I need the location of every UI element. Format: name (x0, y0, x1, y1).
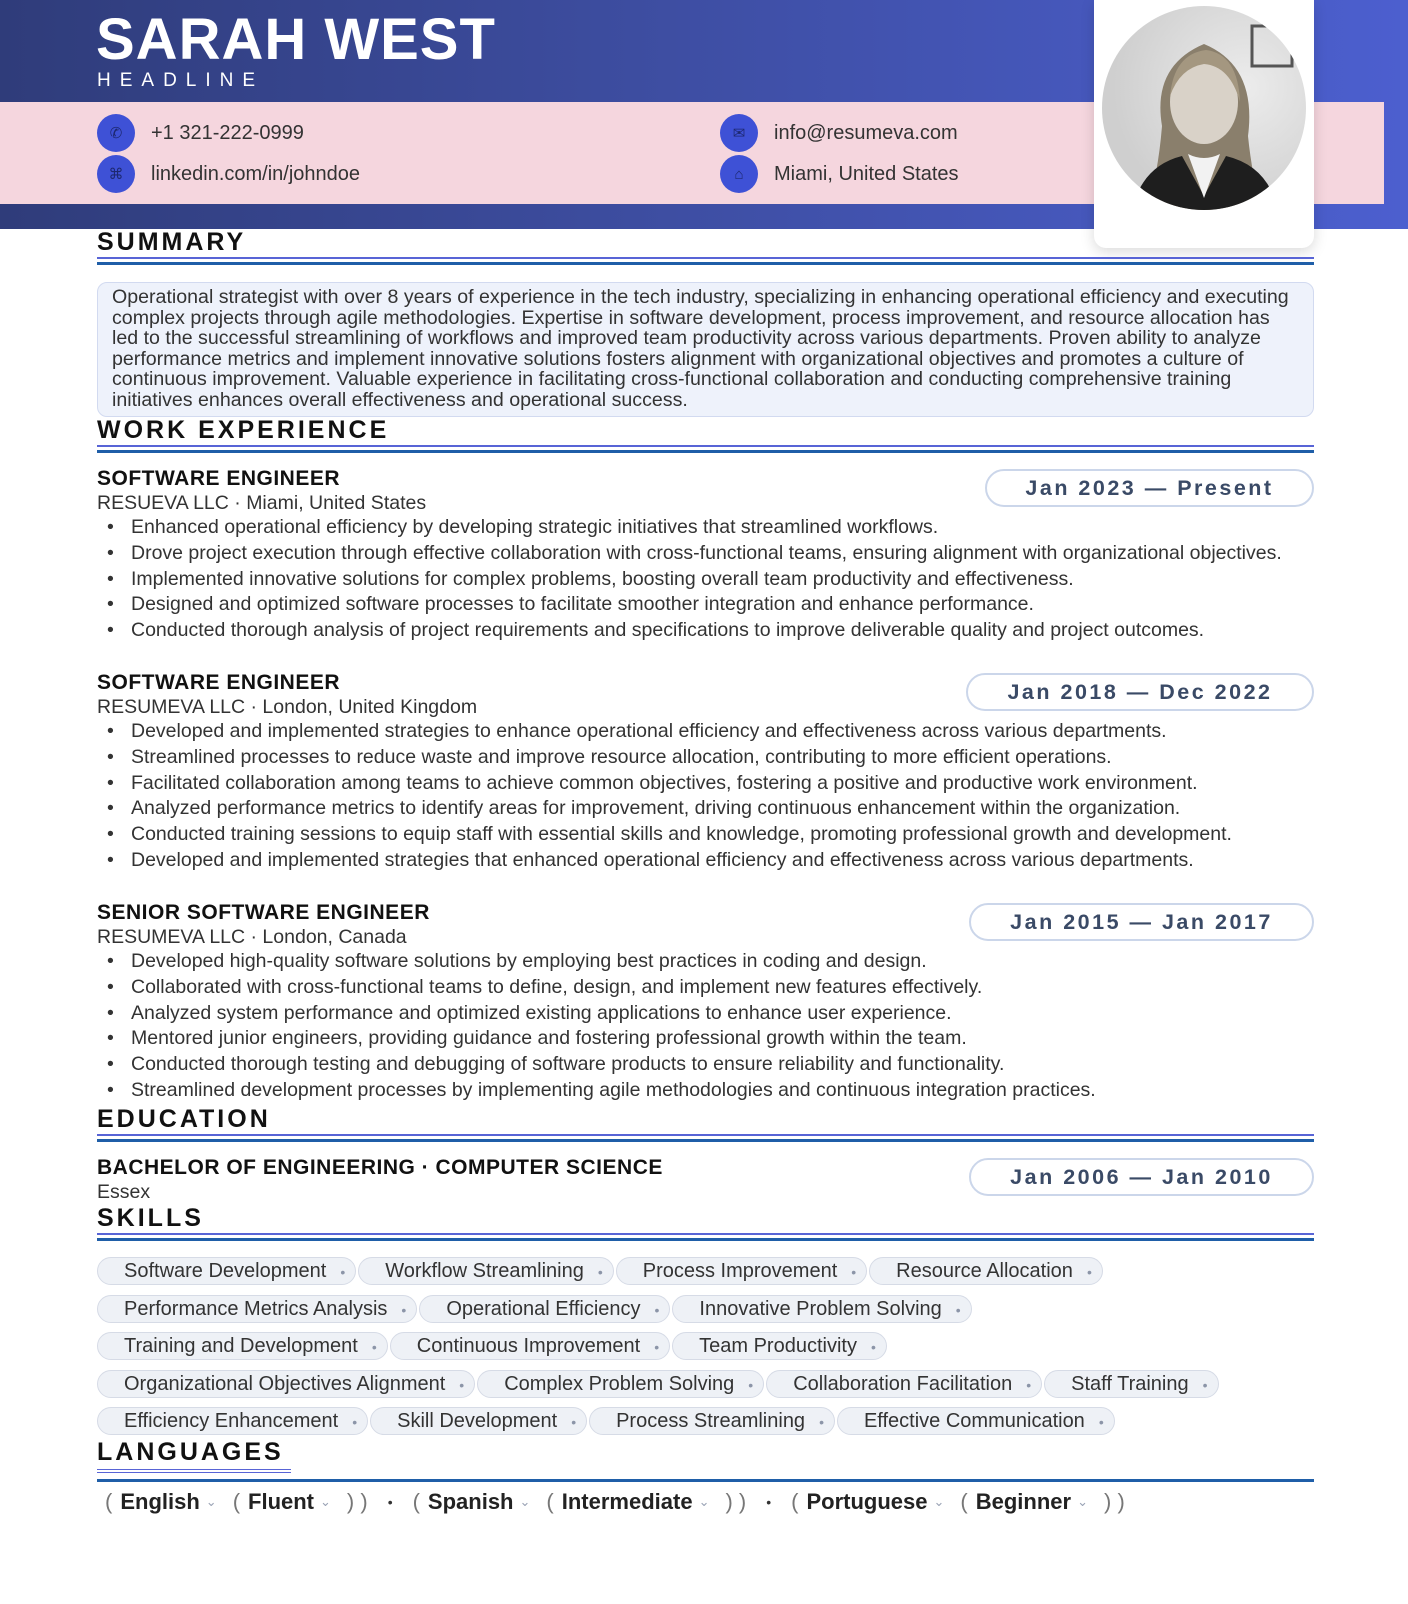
section-rule (97, 1233, 1314, 1241)
skill-tag: Process Improvement • (616, 1257, 867, 1285)
profile-photo-card (1094, 0, 1314, 248)
list-item: • Analyzed system performance and optimized existing applications to enhance user experience. (97, 1001, 1314, 1027)
job-title: SOFTWARE ENGINEER (97, 467, 341, 490)
skill-tag: Training and Development • (97, 1332, 388, 1360)
chevron-down-icon: ⌄ (320, 1494, 331, 1509)
skill-tag: Process Streamlining • (589, 1407, 835, 1435)
list-item: • Mentored junior engineers, providing guidance and fostering professional growth within the team. (97, 1026, 1314, 1052)
skill-tag: Workflow Streamlining • (358, 1257, 614, 1285)
list-item: • Developed and implemented strategies to enhance operational efficiency and effectiveness across various departments. (97, 719, 1314, 745)
skill-tag: Effective Communication • (837, 1407, 1115, 1435)
skill-row (97, 1332, 1314, 1358)
job-bullets (97, 515, 1314, 644)
job-bullets (97, 719, 1314, 874)
list-item: • Enhanced operational efficiency by developing strategic initiatives that streamlined workflows. (97, 515, 1314, 541)
email-text[interactable]: info@resumeva.com (774, 121, 958, 144)
summary-text: Operational strategist with over 8 years of experience in the tech industry, specializing in enhancing operational efficiency and executing complex projects through agile methodologies. Expertise in software development, process improvement, and resource allocation has led to the successful streamlining of workflows and improved team productivity across various departments. Proven ability to analyze performance metrics and implement innovative solutions fosters alignment with organizational objectives and promotes a culture of continuous improvement. Valuable experience in facilitating cross-functional collaboration and conducting comprehensive training initiatives enhances overall effectiveness and operational success. (97, 282, 1314, 417)
list-item: • Streamlined development processes by implementing agile methodologies and continuous integration practices. (97, 1078, 1314, 1104)
list-item: • Implemented innovative solutions for complex problems, boosting overall team productivity and effectiveness. (97, 567, 1314, 593)
email-icon: ✉ (720, 114, 758, 152)
list-item: • Analyzed performance metrics to identify areas for improvement, driving continuous enhancement within the organization. (97, 796, 1314, 822)
language-level: Beginner (975, 1489, 1072, 1514)
skill-row (97, 1407, 1314, 1433)
headline: HEADLINE (97, 70, 265, 91)
chevron-down-icon: ⌄ (698, 1494, 710, 1509)
section-rule (97, 1134, 1314, 1142)
contact-linkedin (97, 155, 360, 193)
portrait-illustration (1102, 6, 1306, 210)
location-text: Miami, United States (774, 162, 959, 185)
job-company: RESUMEVA LLC · London, United Kingdom (97, 696, 478, 718)
section-title-summary: SUMMARY (97, 228, 247, 256)
skill-tag: Operational Efficiency • (419, 1295, 670, 1323)
language-level: Fluent (248, 1489, 315, 1514)
list-item: • Conducted thorough analysis of project requirements and specifications to improve deliverable quality and project outcomes. (97, 618, 1314, 644)
profile-photo (1102, 6, 1306, 210)
section-rule (97, 257, 1314, 265)
language-name: Spanish (427, 1489, 514, 1514)
job-title: SOFTWARE ENGINEER (97, 671, 341, 694)
link-icon: ⌘ (97, 155, 135, 193)
list-item: • Conducted thorough testing and debugging of software products to ensure reliability and functionality. (97, 1052, 1314, 1078)
education-degree: BACHELOR OF ENGINEERING · COMPUTER SCIENCE (97, 1156, 663, 1179)
list-item: • Drove project execution through effective collaboration with cross-functional teams, ensuring alignment with organizational objectives. (97, 541, 1314, 567)
section-rule (97, 1479, 1314, 1482)
skill-row (97, 1295, 1314, 1321)
education-dates: Jan 2006 — Jan 2010 (969, 1158, 1314, 1196)
job-dates: Jan 2023 — Present (985, 469, 1314, 507)
section-title-education: EDUCATION (97, 1105, 271, 1133)
list-item: • Streamlined processes to reduce waste and improve resource allocation, contributing to more efficient operations. (97, 745, 1314, 771)
job-bullets (97, 949, 1314, 1104)
list-item: • Designed and optimized software processes to facilitate smoother integration and enhance performance. (97, 592, 1314, 618)
list-item: • Conducted training sessions to equip staff with essential skills and knowledge, promoting professional growth and development. (97, 822, 1314, 848)
skill-row (97, 1370, 1314, 1396)
languages-title-underline (97, 1469, 291, 1473)
job-dates: Jan 2015 — Jan 2017 (969, 903, 1314, 941)
languages-list: ( English ⌄ ( Fluent ⌄ ) ) • ( Spanish ⌄ ( Intermediate ⌄ ) ) • ( Portuguese ⌄ ( Beginner ⌄ ) ) (105, 1489, 1125, 1514)
list-item: • Developed and implemented strategies that enhanced operational efficiency and effectiveness across various departments. (97, 848, 1314, 874)
chevron-down-icon: ⌄ (933, 1494, 945, 1509)
list-item: • Collaborated with cross-functional teams to define, design, and implement new features effectively. (97, 975, 1314, 1001)
location-icon: ⌂ (720, 155, 758, 193)
skill-tag: Efficiency Enhancement • (97, 1407, 368, 1435)
skill-tag: Resource Allocation • (869, 1257, 1103, 1285)
candidate-name: SARAH WEST (96, 7, 496, 72)
job-company: RESUEVA LLC · Miami, United States (97, 492, 427, 514)
section-rule (97, 445, 1314, 453)
skill-tag: Software Development • (97, 1257, 356, 1285)
contact-phone (97, 114, 304, 152)
job-title: SENIOR SOFTWARE ENGINEER (97, 901, 430, 924)
job-company: RESUMEVA LLC · London, Canada (97, 926, 407, 948)
contact-email (720, 114, 958, 152)
skills-list (97, 1257, 1314, 1445)
linkedin-text[interactable]: linkedin.com/in/johndoe (151, 162, 361, 185)
chevron-down-icon: ⌄ (1077, 1494, 1088, 1509)
skill-tag: Collaboration Facilitation • (766, 1370, 1042, 1398)
list-item: • Facilitated collaboration among teams to achieve common objectives, fostering a positive and productive work environment. (97, 771, 1314, 797)
section-title-skills: SKILLS (97, 1204, 204, 1232)
contact-location (720, 155, 959, 193)
language-level: Intermediate (561, 1489, 693, 1514)
language-name: Portuguese (806, 1489, 928, 1514)
skill-tag: Continuous Improvement • (390, 1332, 670, 1360)
phone-text[interactable]: +1 321-222-0999 (151, 121, 304, 144)
job-dates: Jan 2018 — Dec 2022 (966, 673, 1314, 711)
skill-tag: Complex Problem Solving • (477, 1370, 764, 1398)
chevron-down-icon: ⌄ (205, 1494, 217, 1509)
language-name: English (120, 1489, 200, 1514)
chevron-down-icon: ⌄ (519, 1494, 531, 1509)
skill-row (97, 1257, 1314, 1283)
section-title-work: WORK EXPERIENCE (97, 416, 390, 444)
skill-tag: Innovative Problem Solving • (672, 1295, 971, 1323)
skill-tag: Performance Metrics Analysis • (97, 1295, 417, 1323)
skill-tag: Staff Training • (1044, 1370, 1218, 1398)
skill-tag: Skill Development • (370, 1407, 587, 1435)
section-title-languages: LANGUAGES (97, 1438, 284, 1466)
phone-icon: ✆ (97, 114, 135, 152)
skill-tag: Team Productivity • (672, 1332, 887, 1360)
skill-tag: Organizational Objectives Alignment • (97, 1370, 475, 1398)
list-item: • Developed high-quality software solutions by employing best practices in coding and design. (97, 949, 1314, 975)
education-school: Essex (97, 1181, 151, 1203)
